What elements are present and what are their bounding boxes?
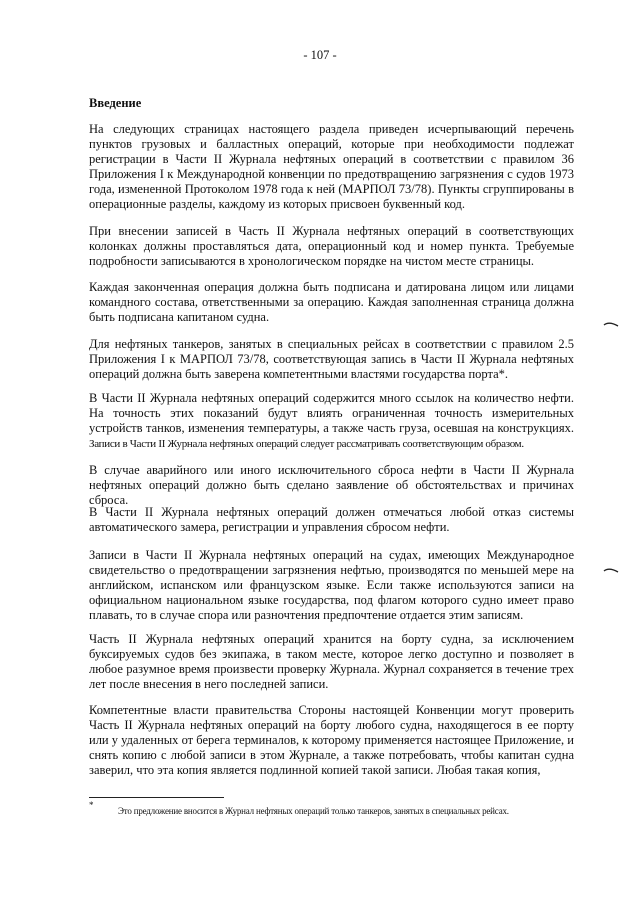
paragraph-entries: При внесении записей в Часть II Журнала нефтяных операций в соответствующих колонках должны проставляться дата, операционный код и номер пункта. Требуемые подробности записываются в хронологическом порядке на чистом месте страницы. — [89, 224, 574, 269]
scan-artifact-mark — [603, 320, 619, 328]
paragraph-quantities-tail: Записи в Части II Журнала нефтяных операций следует рассматривать соответствующим образом. — [89, 438, 524, 451]
footnote-divider — [89, 797, 224, 798]
footnote-mark: * — [89, 800, 94, 810]
page-number: - 107 - — [303, 48, 337, 62]
paragraph-system-failure: В Части II Журнала нефтяных операций должен отмечаться любой отказ системы автоматического замера, регистрации и управления сбросом нефти. — [89, 505, 574, 535]
paragraph-special-voyages: Для нефтяных танкеров, занятых в специальных рейсах в соответствии с правилом 2.5 Приложения I к МАРПОЛ 73/78, соответствующая запись в Части II Журнала нефтяных операций должна быть заверена компетентными властями государства порта*. — [89, 337, 574, 382]
paragraph-storage: Часть II Журнала нефтяных операций хранится на борту судна, за исключением буксируемых судов без экипажа, в таком месте, которое легко доступно и позволяет в любое разумное время произвести проверку Журнала. Журнал сохраняется в течение трех лет после внесения в него последней записи. — [89, 632, 574, 692]
paragraph-languages: Записи в Части II Журнала нефтяных операций на судах, имеющих Международное свидетельство о предотвращении загрязнения нефтью, производятся по меньшей мере на английском, испанском или французском языке. Если также используются записи на официальном национальном языке государства, под флагом которого судно имеет право плавать, то в случае спора или разночтения предпочтение отдается этим записям. — [89, 548, 574, 623]
paragraph-quantities — [89, 391, 574, 452]
section-heading: Введение — [89, 96, 142, 110]
paragraph-signing: Каждая законченная операция должна быть подписана и датирована лицом или лицами командного состава, ответственными за операцию. Каждая заполненная страница должна быть подписана капитаном судна. — [89, 280, 574, 325]
paragraph-inspection: Компетентные власти правительства Стороны настоящей Конвенции могут проверить Часть II Журнала нефтяных операций на борту любого судна, находящегося в ее порту или у удаленных от берега терминалов, к которому применяется настоящее Приложение, и снять копию с любой записи в этом Журнале, а также потребовать, чтобы капитан судна заверил, что эта копия является подлинной копией такой записи. Любая такая копия, — [89, 703, 574, 778]
paragraph-emergency-discharge: В случае аварийного или иного исключительного сброса нефти в Части II Журнала нефтяных операций должно быть сделано заявление об обстоятельствах и причинах сброса. — [89, 463, 574, 508]
footnote-text: Это предложение вносится в Журнал нефтяных операций только танкеров, занятых в специальных рейсах. — [118, 806, 509, 816]
paragraph-intro: На следующих страницах настоящего раздела приведен исчерпывающий перечень пунктов грузовых и балластных операций, которые при необходимости подлежат регистрации в Части II Журнала нефтяных операций в соответствии с правилом 36 Приложения I к Международной конвенции по предотвращению загрязнения с судов 1973 года, измененной Протоколом 1978 года к ней (МАРПОЛ 73/78). Пункты сгруппированы в операционные разделы, каждому из которых присвоен буквенный код. — [89, 122, 574, 212]
scan-artifact-mark — [603, 566, 619, 574]
paragraph-quantities-text: В Части II Журнала нефтяных операций содержится много ссылок на количество нефти. На точность этих показаний будут влиять ограниченная точность измерительных устройств танков, изменения температуры, а также часть груза, осевшая на конструкциях. — [89, 391, 574, 436]
